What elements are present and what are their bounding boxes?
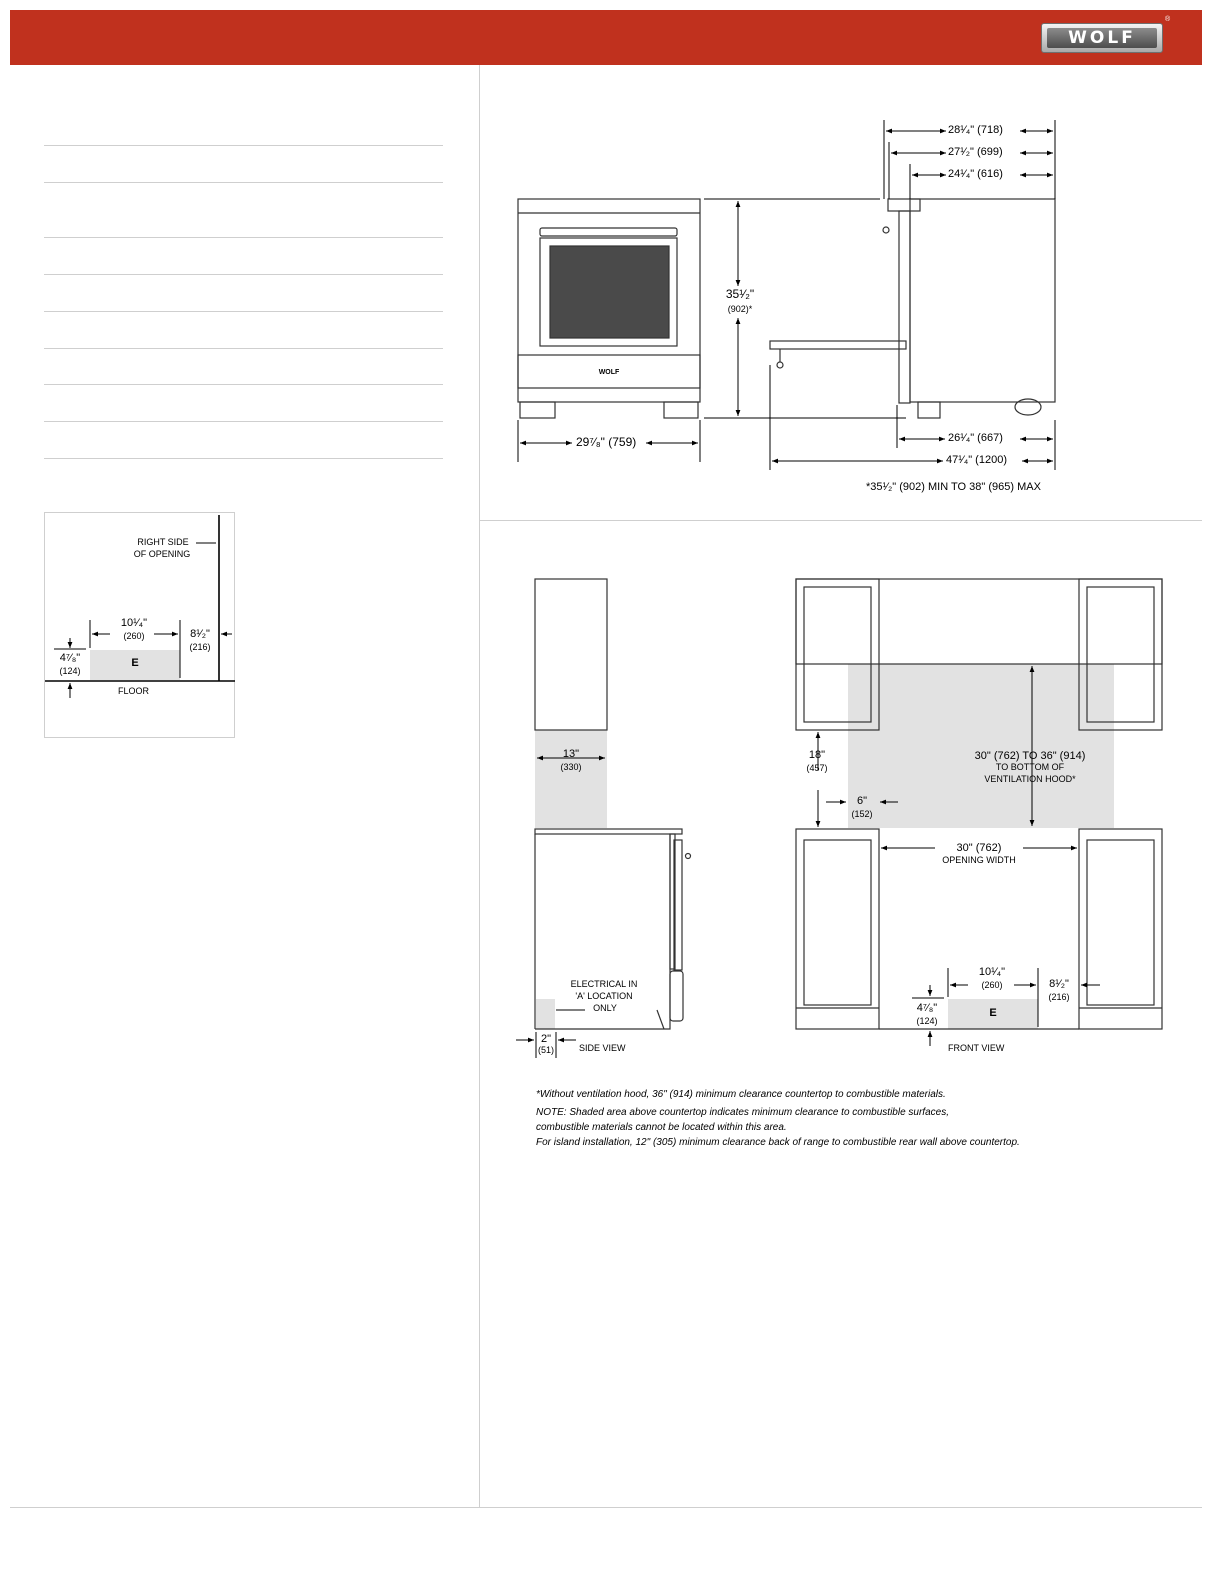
front-logo-mark: WOLF	[598, 369, 620, 376]
inset-width-dim-mm: (260)	[123, 631, 145, 641]
front-clearance-shade	[848, 664, 1114, 828]
inset-width-dim: 10¹⁄₄"	[120, 617, 148, 629]
side-offset-dim: 2"	[540, 1033, 552, 1045]
front-hood-dim-3: VENTILATION HOOD*	[984, 774, 1076, 784]
side-electrical-note-2: 'A' LOCATION	[575, 991, 633, 1001]
front-side-gap-dim-mm: (152)	[851, 809, 873, 819]
front-upper-clearance-dim: 18"	[808, 749, 826, 761]
note-line: combustible materials cannot be located within this area.	[536, 1122, 787, 1133]
dim-body-depth: 24¹⁄₄" (616)	[948, 168, 1003, 180]
side-view-caption: SIDE VIEW	[579, 1043, 626, 1053]
dim-height: 35¹⁄₂"	[725, 287, 755, 301]
front-e-width-dim: 10¹⁄₄"	[978, 966, 1006, 978]
wolf-logo-text: WOLF	[1047, 28, 1157, 48]
inset-offset-dim: 8¹⁄₂"	[190, 628, 210, 640]
side-clearance-dim: 13"	[562, 748, 580, 760]
front-opening-width-dim: 30" (762)	[956, 842, 1002, 854]
front-e-offset-dim: 8¹⁄₂"	[1049, 978, 1069, 990]
dim-door-depth: 27¹⁄₂" (699)	[948, 146, 1003, 158]
inset-e-label: E	[131, 657, 139, 669]
front-e-width-dim-mm: (260)	[981, 980, 1003, 990]
inset-floor-label: FLOOR	[118, 686, 150, 696]
dim-depth-door-open: 47¹⁄₄" (1200)	[946, 454, 1007, 466]
side-offset-dim-mm: (51)	[537, 1045, 554, 1055]
side-clearance-shade	[535, 730, 607, 828]
front-hood-dim-2: TO BOTTOM OF	[995, 762, 1065, 772]
side-electrical-note-1: ELECTRICAL IN	[570, 979, 638, 989]
dim-height-mm: (902)*	[727, 304, 753, 314]
dim-width: 29⁷⁄₈" (759)	[576, 435, 637, 449]
side-clearance-dim-mm: (330)	[560, 762, 582, 772]
installation-notes	[536, 1087, 1020, 1150]
front-upper-clearance-dim-mm: (457)	[806, 763, 828, 773]
dim-body-depth-bottom: 26¹⁄₄" (667)	[948, 432, 1003, 444]
front-hood-dim-1: 30" (762) TO 36" (914)	[974, 750, 1086, 762]
front-view-caption: FRONT VIEW	[948, 1043, 1005, 1053]
dim-overall-depth: 28¹⁄₄" (718)	[948, 124, 1003, 136]
inset-height-dim: 4⁷⁄₈"	[59, 652, 81, 664]
registered-mark: ®	[1165, 16, 1171, 23]
front-side-gap-dim: 6"	[856, 795, 868, 807]
inset-offset-dim-mm: (216)	[189, 642, 211, 652]
front-e-offset-dim-mm: (216)	[1048, 992, 1070, 1002]
inset-of-opening-label: OF OPENING	[133, 549, 191, 559]
note-line: *Without ventilation hood, 36" (914) minimum clearance countertop to combustible materials.	[536, 1089, 946, 1100]
inset-height-dim-mm: (124)	[59, 666, 81, 676]
side-electrical-shade	[536, 999, 555, 1029]
front-e-height-dim: 4⁷⁄₈"	[916, 1002, 938, 1014]
side-electrical-note-3: ONLY	[593, 1003, 617, 1013]
inset-right-side-label: RIGHT SIDE	[137, 537, 189, 547]
front-e-height-dim-mm: (124)	[916, 1016, 938, 1026]
front-e-label: E	[989, 1007, 997, 1019]
note-line: For island installation, 12" (305) minimum clearance back of range to combustible rear wall above countertop.	[536, 1137, 1020, 1148]
range-side-drawing	[770, 199, 1055, 418]
front-opening-width-label: OPENING WIDTH	[942, 855, 1016, 865]
range-front-drawing	[518, 199, 700, 418]
note-line: NOTE: Shaded area above countertop indicates minimum clearance to combustible surfaces,	[536, 1107, 949, 1118]
height-range-note: *35¹⁄₂" (902) MIN TO 38" (965) MAX	[866, 481, 1041, 493]
